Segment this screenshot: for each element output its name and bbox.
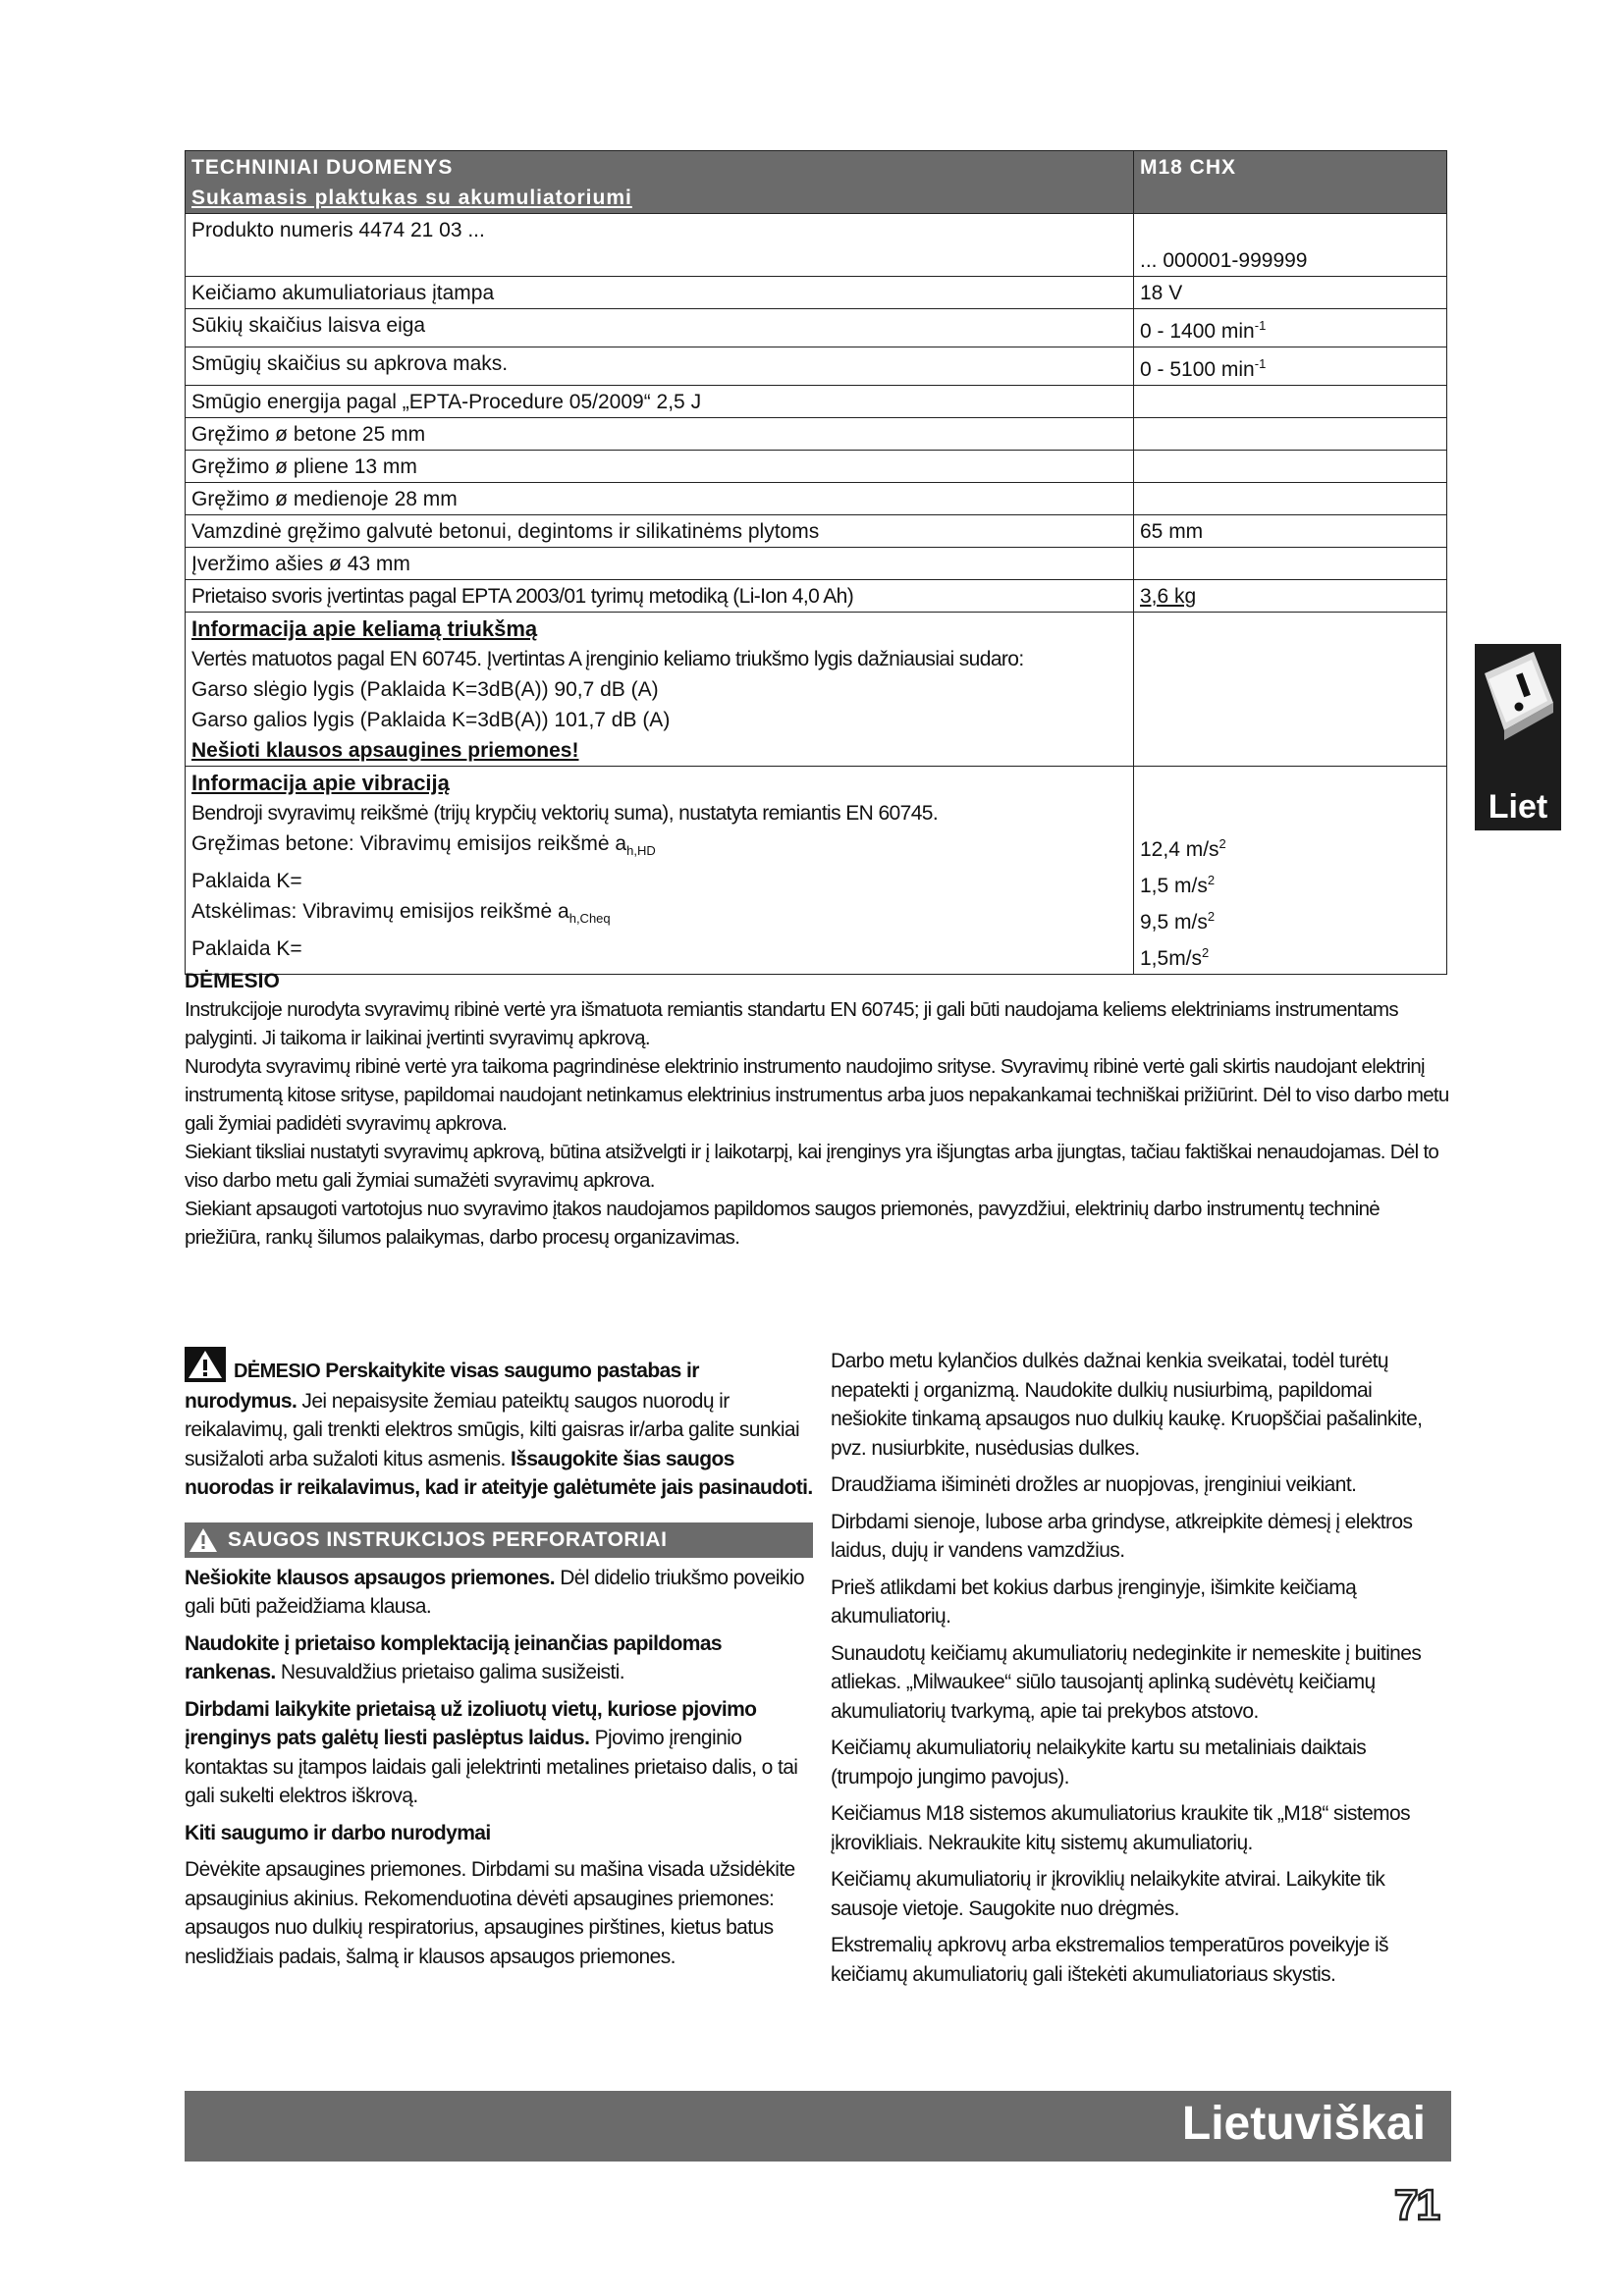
row-label: Produkto numeris 4474 21 03 ... [186, 214, 1134, 277]
table-row [186, 418, 1447, 451]
paragraph: Dirbdami sienoje, lubose arba grindyse, atkreipkite dėmesį į elektros laidus, dujų ir vandens vamzdžius. [831, 1510, 1413, 1562]
paragraph: Keičiamų akumuliatorių ir įkroviklių nelaikykite atvirai. Laikykite tik sausoje vietoje. Saugokite nuo drėgmės. [831, 1868, 1385, 1920]
spec-header-subtitle: Sukamasis plaktukas su akumuliatoriumi [191, 187, 632, 209]
noise-warning: Nešioti klausos apsaugines priemones! [191, 739, 579, 762]
paragraph: Siekiant apsaugoti vartotojus nuo svyravimo įtakos naudojamos papildomos saugos priemonės, pavyzdžiui, elektrinių darbo instrumentų techninė priežiūra, rankų šilumos palaikymas, darbo procesų organizavimas. [185, 1198, 1380, 1249]
table-row [186, 515, 1447, 548]
page-number: 71 [1394, 2181, 1438, 2229]
vibration-intro: Bendroji svyravimų reikšmė (trijų krypčių vektorių suma), nustatyta remiantis EN 60745. [191, 802, 939, 825]
row-label: Keičiamo akumuliatoriaus įtampa [186, 277, 1134, 309]
row-value: 65 mm [1134, 515, 1447, 548]
row-label: Smūgio energija pagal „EPTA-Procedure 05/2009“ 2,5 J [186, 386, 1134, 418]
row-value: 0 - 5100 $\min^{-1}$ [1134, 347, 1447, 386]
noise-intro: Vertės matuotos pagal EN 60745. Įvertintas A įrenginio keliamo triukšmo lygis dažniausiai sudaro: [191, 648, 1024, 670]
right-column [831, 1347, 1451, 1997]
row-value [1134, 418, 1447, 451]
vibration-values: 12,4 $m/s^2$ 1,5 $m/s^2$ 9,5 $m/s^2$ $1,5m/s^2$ [1134, 767, 1447, 975]
row-value: 18 V [1134, 277, 1447, 309]
left-column [185, 1347, 813, 1979]
paragraph: Nurodyta svyravimų ribinė vertė yra taikoma pagrindinėse elektrinio instrumento naudojimo srityse. Svyravimų ribinė vertė gali skirtis naudojant elektrinį instrumentą kitose srityse, papildomai naudojant netinkamus elektrinius instrumentus arba juos nepakankamai techniškai prižiūrint. Dėl to viso darbo metu gali žymiai padidėti svyravimų apkrova. [185, 1055, 1449, 1135]
row-label: Vamzdinė gręžimo galvutė betonui, degintoms ir silikatinėms plytoms [186, 515, 1134, 548]
row-label: Smūgių skaičius su apkrova maks. [186, 347, 1134, 386]
paragraph: Keičiamus M18 sistemos akumuliatorius kraukite tik „M18“ sistemos įkrovikliais. Nekraukite kitų sistemų akumuliatorių. [831, 1802, 1411, 1854]
table-row [186, 386, 1447, 418]
section-bar: SAUGOS INSTRUKCIJOS PERFORATORIAI [185, 1522, 813, 1558]
row-label: Gręžimo ø medienoje 28 mm [186, 483, 1134, 515]
spec-table [185, 150, 1447, 975]
vibration-info [186, 767, 1134, 975]
noise-info [186, 613, 1134, 767]
table-row [186, 214, 1447, 277]
spec-header-model: M18 CHX [1134, 151, 1447, 214]
row-value [1134, 548, 1447, 580]
vibration-line: Paklaida K= [191, 870, 302, 893]
vibration-line: Atskėlimas: Vibravimų emisijos reikšmė $a_{h,Cheq}$ [191, 900, 611, 927]
paragraph: Siekiant tiksliai nustatyti svyravimų apkrovą, būtina atsižvelgti ir į laikotarpį, kai įrenginys yra išjungtas arba įjungtas, tačiau faktiškai nenaudojamas. Dėl to viso darbo metu gali žymiai sumažėti svyravimų apkrova. [185, 1141, 1439, 1192]
row-value: 3,6 kg [1134, 580, 1447, 613]
vibration-line: Gręžimas betone: Vibravimų emisijos reikšmė $a_{h,HD}$ [191, 832, 656, 859]
general-warning: DĖMESIO Perskaitykite visas saugumo pastabas ir nurodymus. Jei nepaisysite žemiau pateiktų saugos nuorodų ir reikalavimų, gali trenkti elektros smūgis, kilti gaisras ir/arba galite sunkiai susižaloti arba sužaloti kitus asmenis. Išsaugokite šias saugos nuorodas ir reikalavimus, kad ir ateityje galėtumėte jais pasinaudoti. [185, 1347, 813, 1503]
table-row [186, 483, 1447, 515]
footer-language: Lietuviškai [1181, 2098, 1426, 2150]
table-row [186, 347, 1447, 386]
paragraph: Instrukcijoje nurodyta svyravimų ribinė vertė yra išmatuota remiantis standartu EN 60745; ji gali būti naudojama keliems elektriniams instrumentams palyginti. Ji taikoma ir laikinai įvertinti svyravimų apkrovą. [185, 998, 1398, 1049]
warning-icon [185, 1347, 226, 1382]
warning-book-icon [1475, 644, 1561, 772]
paragraph: Sunaudotų keičiamų akumuliatorių nedeginkite ir nemeskite į buitines atliekas. „Milwaukee“ siūlo tausojantį aplinką sudėvėtų keičiamų akumuliatorių tvarkymą, apie tai prekybos atstovo. [831, 1641, 1422, 1723]
noise-line: Garso slėgio lygis (Paklaida K=3dB(A)) 90,7 dB (A) [191, 678, 659, 701]
demesio-title: DĖMESIO [185, 970, 280, 992]
noise-values [1134, 613, 1447, 767]
paragraph: Naudokite į prietaiso komplektaciją įeinančias papildomas rankenas. Nesuvaldžius prietaiso galima susižeisti. [185, 1631, 722, 1683]
row-value: ... 000001-999999 [1134, 214, 1447, 277]
subheading: Kiti saugumo ir darbo nurodymai [185, 1821, 491, 1844]
row-label: Gręžimo ø betone 25 mm [186, 418, 1134, 451]
row-label: Sūkių skaičius laisva eiga [186, 309, 1134, 347]
row-label: Prietaiso svoris įvertintas pagal EPTA 2003/01 tyrimų metodiką (Li-Ion 4,0 Ah) [186, 580, 1134, 613]
table-row [186, 548, 1447, 580]
paragraph: Ekstremalių apkrovų arba ekstremalios temperatūros poveikyje iš keičiamų akumuliatorių gali ištekėti akumuliatoriaus skystis. [831, 1934, 1388, 1986]
table-row [186, 580, 1447, 613]
paragraph: Draudžiama išiminėti drožles ar nuopjovas, įrenginiui veikiant. [831, 1473, 1357, 1496]
row-label: Gręžimo ø pliene 13 mm [186, 451, 1134, 483]
paragraph: Dirbdami laikykite prietaisą už izoliuotų vietų, kuriose pjovimo įrenginys pats galėtų liesti paslėptus laidus. Pjovimo įrenginio kontaktas su įtampos laidais gali įelektrinti metalines prietaiso dalis, o tai gali sukelti elektros iškrovą. [185, 1697, 798, 1807]
warning-icon [189, 1527, 218, 1553]
row-value [1134, 451, 1447, 483]
table-row [186, 277, 1447, 309]
vibration-block [186, 767, 1447, 975]
footer-language-bar [185, 2091, 1451, 2162]
spec-header-title: TECHNINIAI DUOMENYS Sukamasis plaktukas su akumuliatoriumi [186, 151, 1134, 214]
paragraph: Nešiokite klausos apsaugos priemones. Dėl didelio triukšmo poveikio gali būti pažeidžiama klausa. [185, 1566, 804, 1618]
side-tab-label: Liet [1488, 788, 1548, 826]
paragraph: Dėvėkite apsaugines priemones. Dirbdami su mašina visada užsidėkite apsauginius akinius. Rekomenduotina dėvėti apsaugines priemones: apsaugos nuo dulkių respiratorius, apsaugines pirštines, kietus batus neslidžiais padais, šalmą ir klausos apsaugos priemones. [185, 1858, 795, 1968]
row-value [1134, 483, 1447, 515]
paragraph: Keičiamų akumuliatorių nelaikykite kartu su metaliniais daiktais (trumpojo jungimo pavojus). [831, 1736, 1367, 1789]
noise-line: Garso galios lygis (Paklaida K=3dB(A)) 101,7 dB (A) [191, 709, 671, 731]
noise-block [186, 613, 1447, 767]
table-row [186, 309, 1447, 347]
paragraph: Prieš atlikdami bet kokius darbus įrenginyje, išimkite keičiamą akumuliatorių. [831, 1575, 1357, 1628]
row-value [1134, 386, 1447, 418]
language-side-tab [1475, 644, 1561, 830]
vibration-title: Informacija apie vibraciją [191, 771, 450, 795]
table-row [186, 451, 1447, 483]
row-value: 0 - 1400 $\min^{-1}$ [1134, 309, 1447, 347]
row-label: Įveržimo ašies ø 43 mm [186, 548, 1134, 580]
paragraph: Darbo metu kylančios dulkės dažnai kenkia sveikatai, todėl turėtų nepatekti į organizmą. Naudokite dulkių nusiurbimą, papildomai nešiokite tinkamą apsaugos nuo dulkių kaukę. Kruopščiai pašalinkite, pvz. nusiurbkite, nusėdusias dulkes. [831, 1350, 1423, 1460]
demesio-section [185, 967, 1451, 1252]
vibration-line: Paklaida K= [191, 937, 302, 961]
noise-title: Informacija apie keliamą triukšmą [191, 616, 538, 641]
